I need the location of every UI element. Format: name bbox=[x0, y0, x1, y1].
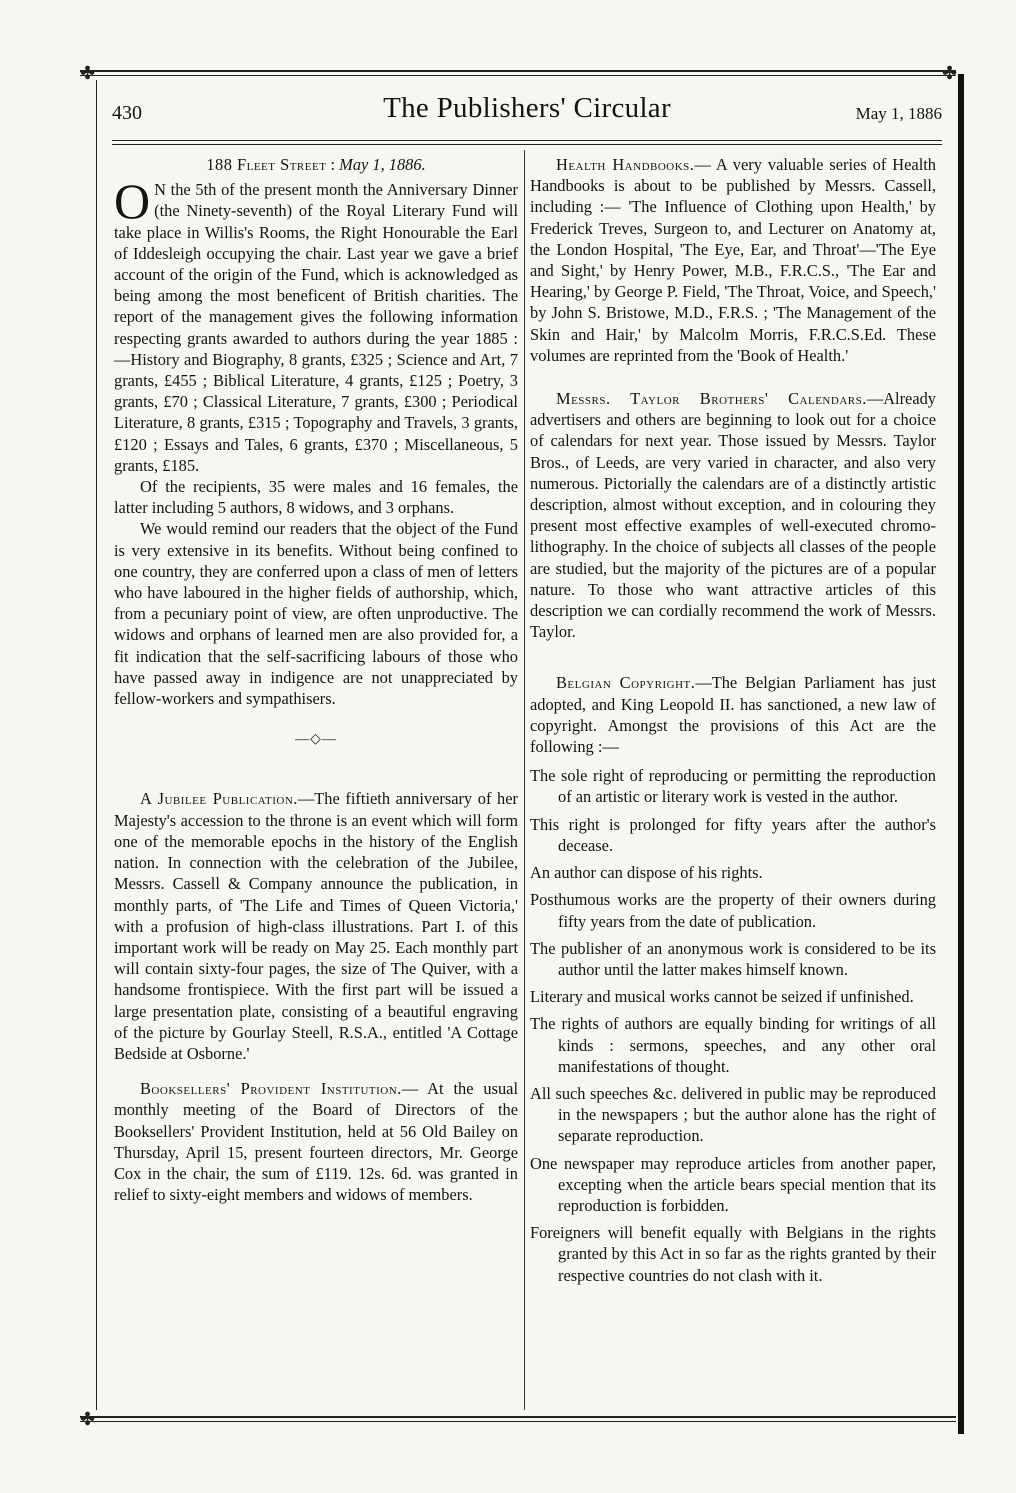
belgian-paragraph bbox=[530, 672, 936, 757]
dateline-place: 188 Fleet Street bbox=[206, 155, 327, 174]
issue-date: May 1, 1886 bbox=[855, 104, 942, 123]
rlf-paragraph-1-text: N the 5th of the present month the Anniversary Dinner (the Ninety-seventh) of the Royal Literary Fund will take place in Willis's Rooms, the Right Honourable the Earl of Iddesleigh occupying the chair. Last year we gave a brief account of the origin of the Fund, which is acknowledged as being among the most beneficent of British charities. The report of the management gives the following information respecting grants awarded to authors during the year 1885 :—History and Biography, 8 grants, £325 ; Science and Art, 7 grants, £455 ; Biblical Literature, 4 grants, £125 ; Poetry, 3 grants, £70 ; Classical Literature, 7 grants, £300 ; Periodical Literature, 8 grants, £315 ; Topography and Travels, 3 grants, £120 ; Essays and Tales, 6 grants, £370 ; Miscellaneous, 5 grants, £185. bbox=[114, 180, 518, 475]
provision-item: An author can dispose of his rights. bbox=[530, 863, 763, 883]
provision-item: This right is prolonged for fifty years after the author's decease. bbox=[530, 814, 936, 855]
right-column bbox=[530, 154, 936, 1292]
top-rule-outer bbox=[80, 70, 956, 72]
provision-item: Posthumous works are the property of their owners during fifty years from the date of publication. bbox=[530, 890, 936, 931]
booksellers-heading: Booksellers' Provident Institution. bbox=[140, 1079, 402, 1099]
provision-item: The sole right of reproducing or permitting the reproduction of an artistic or literary work is vested in the author. bbox=[530, 766, 936, 807]
taylor-body: —Already advertisers and others are beginning to look out for a choice of calendars for next year. Those issued by Messrs. Taylor Bros., of Leeds, are very varied in character, and also very numerous. Pictorially the calendars are of a distinctly artistic description, almost without exception, and in colouring they present most effective examples of well-executed chromo-lithography. In the choice of subjects all classes of the people are studied, but the majority of the pictures are of a popular nature. To those who want attractive articles of this description we can cordially recommend the work of Messrs. Taylor. bbox=[530, 389, 936, 642]
provision-item: One newspaper may reproduce articles from another paper, excepting when the article bears special mention that its reproduction is forbidden. bbox=[530, 1153, 936, 1215]
bottom-rule-inner bbox=[80, 1421, 956, 1422]
spacer bbox=[530, 642, 936, 672]
spacer bbox=[530, 366, 936, 388]
booksellers-paragraph bbox=[114, 1078, 518, 1205]
rlf-paragraph-1 bbox=[114, 173, 518, 476]
provision-item: Literary and musical works cannot be seized if unfinished. bbox=[530, 987, 914, 1007]
column-separator bbox=[524, 150, 525, 1410]
rlf-paragraph-3: We would remind our readers that the object of the Fund is very extensive in its benefits. Without being confined to one country, they are conferred upon a class of men of letters who have laboured in the higher fields of authorship, which, from a pecuniary point of view, are often unproductive. The widows and orphans of learned men are also provided for, a fit indication that the self-sacrificing labours of those who have passed away in indigence are not unappreciated by fellow-workers and sympathisers. bbox=[114, 519, 518, 709]
dateline: 188 Fleet Street : May 1, 1886. bbox=[206, 155, 426, 174]
provisions-list bbox=[530, 765, 936, 1285]
header-rule bbox=[112, 140, 942, 141]
page-number: 430 bbox=[112, 102, 142, 124]
jubilee-heading: A Jubilee Publication. bbox=[140, 789, 298, 809]
health-paragraph bbox=[530, 154, 936, 366]
jubilee-body: —The fiftieth anniversary of her Majesty's accession to the throne is an event which will form one of the memorable epochs in the history of the English nation. In connection with the celebration of the Jubilee, Messrs. Cassell & Company announce the publication, in monthly parts, of 'The Life and Times of Queen Victoria,' with a profusion of high-class illustrations. Part I. of this important work will be ready on May 25. Each monthly part will contain sixty-four pages, the size of The Quiver, with a handsome frontispiece. With the first part will be issued a large presentation plate, consisting of a beautiful engraving of the picture by Gourlay Steell, R.S.A., entitled 'A Cottage Bedside at Osborne.' bbox=[114, 789, 518, 1063]
corner-ornament-top-right: ✤ bbox=[942, 63, 958, 83]
bottom-rule-outer bbox=[80, 1416, 956, 1418]
corner-ornament-bottom-left: ✤ bbox=[80, 1409, 96, 1429]
spacer bbox=[114, 1064, 518, 1078]
belgian-heading: Belgian Copyright. bbox=[556, 673, 696, 693]
belgian-body: —The Belgian Parliament has just adopted, and King Leopold II. has sanctioned, a new law of copyright. Amongst the provisions of this Act are the following :— bbox=[530, 673, 936, 757]
taylor-paragraph bbox=[530, 388, 936, 642]
section-divider-ornament: —◇— bbox=[295, 732, 337, 748]
jubilee-paragraph bbox=[114, 788, 518, 1064]
corner-ornament-top-left: ✤ bbox=[80, 63, 96, 83]
health-body: — A very valuable series of Health Handbooks is about to be published by Messrs. Cassell, including :— 'The Influence of Clothing upon Health,' by Frederick Treves, Surgeon to, and Lecturer on Anatomy at, the London Hospital, 'The Eye, Ear, and Throat'—'The Eye and Sight,' by Henry Power, M.B., F.R.C.S., 'The Ear and Hearing,' by George P. Field, 'The Throat, Voice, and Speech,' by John S. Bristowe, M.D., F.R.S. ; 'The Management of the Skin and Hair,' by Malcolm Morris, F.R.C.S.Ed. These volumes are reprinted from the 'Book of Health.' bbox=[530, 155, 936, 365]
provision-item: Foreigners will benefit equally with Belgians in the rights granted by this Act in so far as the rights granted by their respective countries do not clash with it. bbox=[530, 1223, 936, 1285]
taylor-heading: Messrs. Taylor Brothers' Calendars. bbox=[556, 389, 867, 409]
left-column bbox=[114, 154, 518, 1205]
running-header bbox=[112, 92, 942, 132]
journal-title: The Publishers' Circular bbox=[383, 92, 671, 124]
top-rule-inner bbox=[80, 75, 956, 76]
provision-item: The publisher of an anonymous work is considered to be its author until the latter makes himself known. bbox=[530, 938, 936, 979]
page-edge-bar bbox=[958, 74, 964, 1434]
left-border-rule bbox=[96, 80, 97, 1410]
provision-item: All such speeches &c. delivered in public may be reproduced in the newspapers ; but the author alone has the right of separate reproduction. bbox=[530, 1083, 936, 1146]
rlf-paragraph-2: Of the recipients, 35 were males and 16 females, the latter including 5 authors, 8 widows, and 3 orphans. bbox=[114, 477, 518, 518]
booksellers-body: — At the usual monthly meeting of the Board of Directors of the Booksellers' Provident Institution, held at 56 Old Bailey on Thursday, April 15, present fourteen directors, Mr. George Cox in the chair, the sum of £119. 12s. 6d. was granted in relief to sixty-eight members and widows of members. bbox=[114, 1079, 519, 1205]
drop-cap: O bbox=[114, 173, 151, 230]
header-rule-2 bbox=[112, 144, 942, 145]
health-heading: Health Handbooks. bbox=[556, 155, 695, 174]
dateline-date: May 1, 1886. bbox=[339, 155, 426, 174]
provision-item: The rights of authors are equally binding for writings of all kinds : sermons, speeches, and any other oral manifestations of thought. bbox=[530, 1014, 936, 1076]
